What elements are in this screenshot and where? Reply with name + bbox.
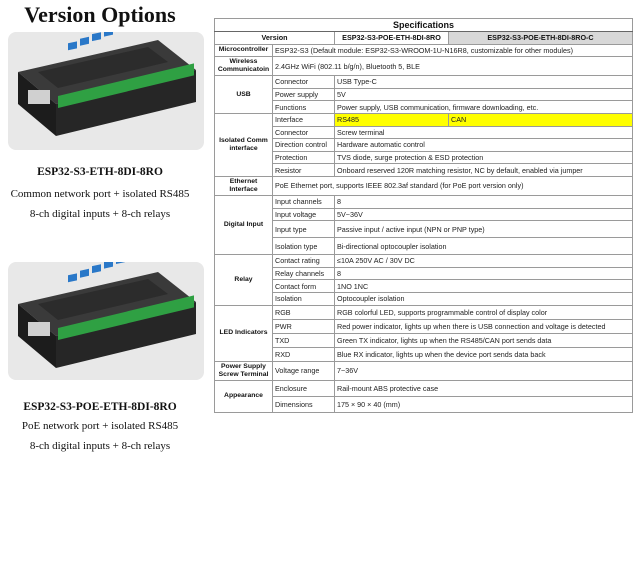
- led-value: Blue RX indicator, lights up when the device port sends data back: [335, 347, 633, 361]
- relay-value: ≤10A 250V AC / 30V DC: [335, 255, 633, 268]
- led-value: Green TX indicator, lights up when the RS485/CAN port sends data: [335, 333, 633, 347]
- power-key: Voltage range: [273, 361, 335, 380]
- led-value: Red power indicator, lights up when there is USB connection and voltage is detected: [335, 319, 633, 333]
- relay-key: Contact form: [273, 280, 335, 293]
- spec-title: Specifications: [215, 19, 633, 32]
- version-label: Version: [215, 32, 335, 45]
- version-options-panel: [0, 0, 210, 567]
- led-key: TXD: [273, 333, 335, 347]
- version-1: ESP32-S3-POE-ETH-8DI-8RO: [335, 32, 449, 45]
- appearance-key: Enclosure: [273, 380, 335, 396]
- usb-label: USB: [215, 76, 273, 114]
- product-desc-eth-2: 8-ch digital inputs + 8-ch relays: [29, 208, 171, 220]
- di-key: Isolation type: [273, 238, 335, 255]
- product-name-poe: ESP32-S3-POE-ETH-8DI-8RO: [23, 401, 177, 413]
- product-name-eth: ESP32-S3-ETH-8DI-8RO: [37, 166, 163, 178]
- product-desc-poe-2: 8-ch digital inputs + 8-ch relays: [29, 440, 171, 452]
- iso-key: Protection: [273, 151, 335, 164]
- di-key: Input type: [273, 221, 335, 238]
- relay-key: Relay channels: [273, 267, 335, 280]
- led-indicators-label: LED Indicators: [215, 305, 273, 361]
- appearance-value: 175 × 90 × 40 (mm): [335, 396, 633, 412]
- product-desc-eth-1: Common network port + isolated RS485: [10, 188, 190, 200]
- ethernet-label: Ethernet Interface: [215, 176, 273, 195]
- appearance-label: Appearance: [215, 380, 273, 412]
- di-key: Input channels: [273, 195, 335, 208]
- led-key: RGB: [273, 305, 335, 319]
- iso-key: Connector: [273, 126, 335, 139]
- iso-key: Resistor: [273, 164, 335, 177]
- relay-label: Relay: [215, 255, 273, 305]
- usb-value: Power supply, USB communication, firmware downloading, etc.: [335, 101, 633, 114]
- di-value: Passive input / active input (NPN or PNP type): [335, 221, 633, 238]
- product-desc-poe-1: PoE network port + isolated RS485: [21, 420, 179, 432]
- di-value: 5V~36V: [335, 208, 633, 221]
- usb-key: Power supply: [273, 88, 335, 101]
- board-illustration-eth: [8, 32, 204, 150]
- product-image-poe: [8, 262, 204, 380]
- product-image-eth: [8, 32, 204, 150]
- relay-value: 1NO 1NC: [335, 280, 633, 293]
- board-illustration-poe: [8, 262, 204, 380]
- di-key: Input voltage: [273, 208, 335, 221]
- power-supply-label: Power Supply Screw Terminal: [215, 361, 273, 380]
- iso-comm-label: Isolated Comm interface: [215, 113, 273, 176]
- iso-interface-rs485: RS485: [335, 113, 449, 126]
- usb-key: Connector: [273, 76, 335, 89]
- usb-value: USB Type-C: [335, 76, 633, 89]
- iso-value: Onboard reserved 120R matching resistor, NC by default, enabled via jumper: [335, 164, 633, 177]
- di-value: Bi-directional optocoupler isolation: [335, 238, 633, 255]
- microcontroller-label: Microcontroller: [215, 44, 273, 57]
- iso-value: Hardware automatic control: [335, 139, 633, 152]
- usb-key: Functions: [273, 101, 335, 114]
- iso-key: Direction control: [273, 139, 335, 152]
- iso-interface-key: Interface: [273, 113, 335, 126]
- specifications-table: [214, 18, 633, 413]
- appearance-key: Dimensions: [273, 396, 335, 412]
- iso-value: Screw terminal: [335, 126, 633, 139]
- version-options-title: Version Options: [24, 2, 176, 27]
- led-key: RXD: [273, 347, 335, 361]
- wireless-label: Wireless Communicatoin: [215, 57, 273, 76]
- led-key: PWR: [273, 319, 335, 333]
- microcontroller-value: ESP32-S3 (Default module: ESP32-S3-WROOM-1U-N16R8, customizable for other modules): [273, 44, 633, 57]
- usb-value: 5V: [335, 88, 633, 101]
- led-value: RGB colorful LED, supports programmable control of display color: [335, 305, 633, 319]
- iso-value: TVS diode, surge protection & ESD protection: [335, 151, 633, 164]
- appearance-value: Rail-mount ABS protective case: [335, 380, 633, 396]
- power-value: 7~36V: [335, 361, 633, 380]
- wireless-value: 2.4GHz WiFi (802.11 b/g/n), Bluetooth 5, BLE: [273, 57, 633, 76]
- digital-input-label: Digital Input: [215, 195, 273, 254]
- relay-key: Contact rating: [273, 255, 335, 268]
- version-2: ESP32-S3-POE-ETH-8DI-8RO-C: [449, 32, 633, 45]
- iso-interface-can: CAN: [449, 113, 633, 126]
- ethernet-value: PoE Ethernet port, supports IEEE 802.3af standard (for PoE port version only): [273, 176, 633, 195]
- relay-key: Isolation: [273, 292, 335, 305]
- relay-value: Optocoupler isolation: [335, 292, 633, 305]
- di-value: 8: [335, 195, 633, 208]
- relay-value: 8: [335, 267, 633, 280]
